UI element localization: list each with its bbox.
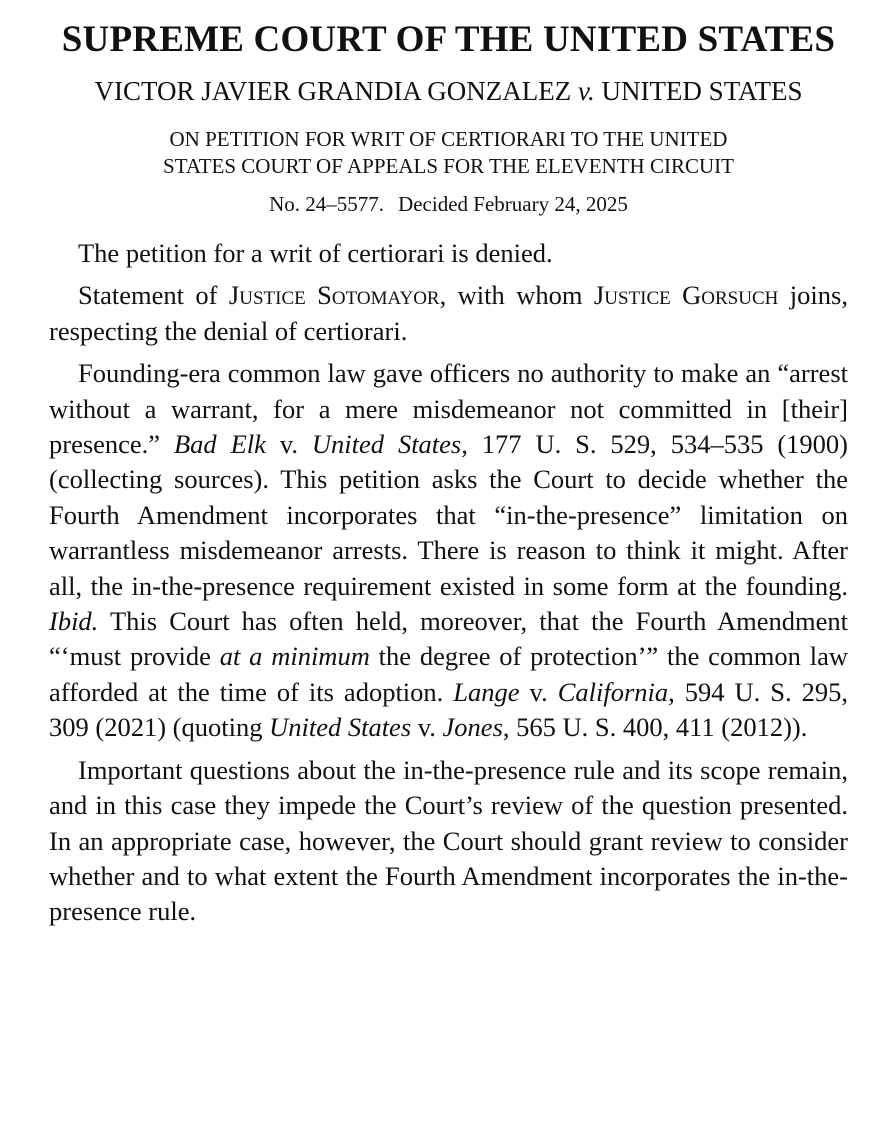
decision-date: Decided February 24, 2025 xyxy=(398,192,628,216)
statement-middle: , with whom xyxy=(439,280,594,311)
p1-v-2: v. xyxy=(519,676,558,707)
docket-number: No. 24–5577. xyxy=(269,192,385,216)
case-bad-elk: Bad Elk xyxy=(174,429,266,460)
statement-prefix: Statement of xyxy=(78,280,229,311)
statement-line xyxy=(49,278,848,349)
case-united-states-1: United States, xyxy=(311,429,468,460)
petitioner-name: VICTOR JAVIER GRANDIA GONZALEZ xyxy=(94,76,572,106)
p1-text-2: 177 U. S. 529, 534–535 (1900) (collecting sources). This petition asks the Court to decide whether the Fourth Amendment incorporates that “in-the-presence” limitation on warrantless misdemeanor arrests. There is reason to think it might. After all, the in-the-presence requirement existed in some form at the founding. xyxy=(49,429,849,601)
case-jones: Jones xyxy=(442,712,503,743)
p1-text-6: , 565 U. S. 400, 411 (2012)). xyxy=(502,712,808,743)
respondent-name: UNITED STATES xyxy=(601,76,803,106)
case-caption xyxy=(69,74,829,108)
petition-line-2: STATES COURT OF APPEALS FOR THE ELEVENTH CIRCUIT xyxy=(163,154,734,178)
versus: v. xyxy=(577,76,595,106)
p1-text-4: the degree of protection’” the common law afforded at the time of its adoption. xyxy=(49,641,848,707)
justice-gorsuch: Justice Gorsuch xyxy=(593,280,779,311)
p1-v-1: v. xyxy=(265,429,312,460)
case-lange: Lange xyxy=(453,676,520,707)
p1-text-1: Founding-era common law gave officers no authority to make an “arrest without a warrant, for a mere misdemeanor not committed in [their] presence.” xyxy=(49,358,848,460)
emphasis-at-a-minimum: at a minimum xyxy=(219,641,370,672)
statement-suffix: joins, respecting the denial of certiorari. xyxy=(49,280,848,346)
paragraph-2: Important questions about the in-the-presence rule and its scope remain, and in this case they impede the Court’s review of the question presented. In an appropriate case, however, the Court should grant review to consider whether and to what extent the Fourth Amendment incorporates the in-the-presence rule. xyxy=(49,754,848,927)
p1-text-5: , 594 U. S. 295, 309 (2021) (quoting xyxy=(49,676,848,743)
p1-text-3: This Court has often held, moreover, that the Fourth Amendment “‘must provide xyxy=(49,606,848,672)
court-title: SUPREME COURT OF THE UNITED STATES xyxy=(61,19,836,60)
petition-line-1: ON PETITION FOR WRIT OF CERTIORARI TO THE UNITED xyxy=(169,127,728,151)
ibid: Ibid. xyxy=(49,606,99,637)
p1-v-3: v. xyxy=(411,712,443,743)
paragraph-1 xyxy=(49,356,848,745)
disposition: The petition for a writ of certiorari is denied. xyxy=(78,238,553,268)
petition-description xyxy=(69,126,829,180)
opinion-body xyxy=(49,236,848,930)
justice-sotomayor: Justice Sotomayor xyxy=(228,280,440,311)
case-united-states-2: United States xyxy=(269,712,412,743)
case-california: California xyxy=(557,676,669,707)
docket-line xyxy=(49,190,848,218)
